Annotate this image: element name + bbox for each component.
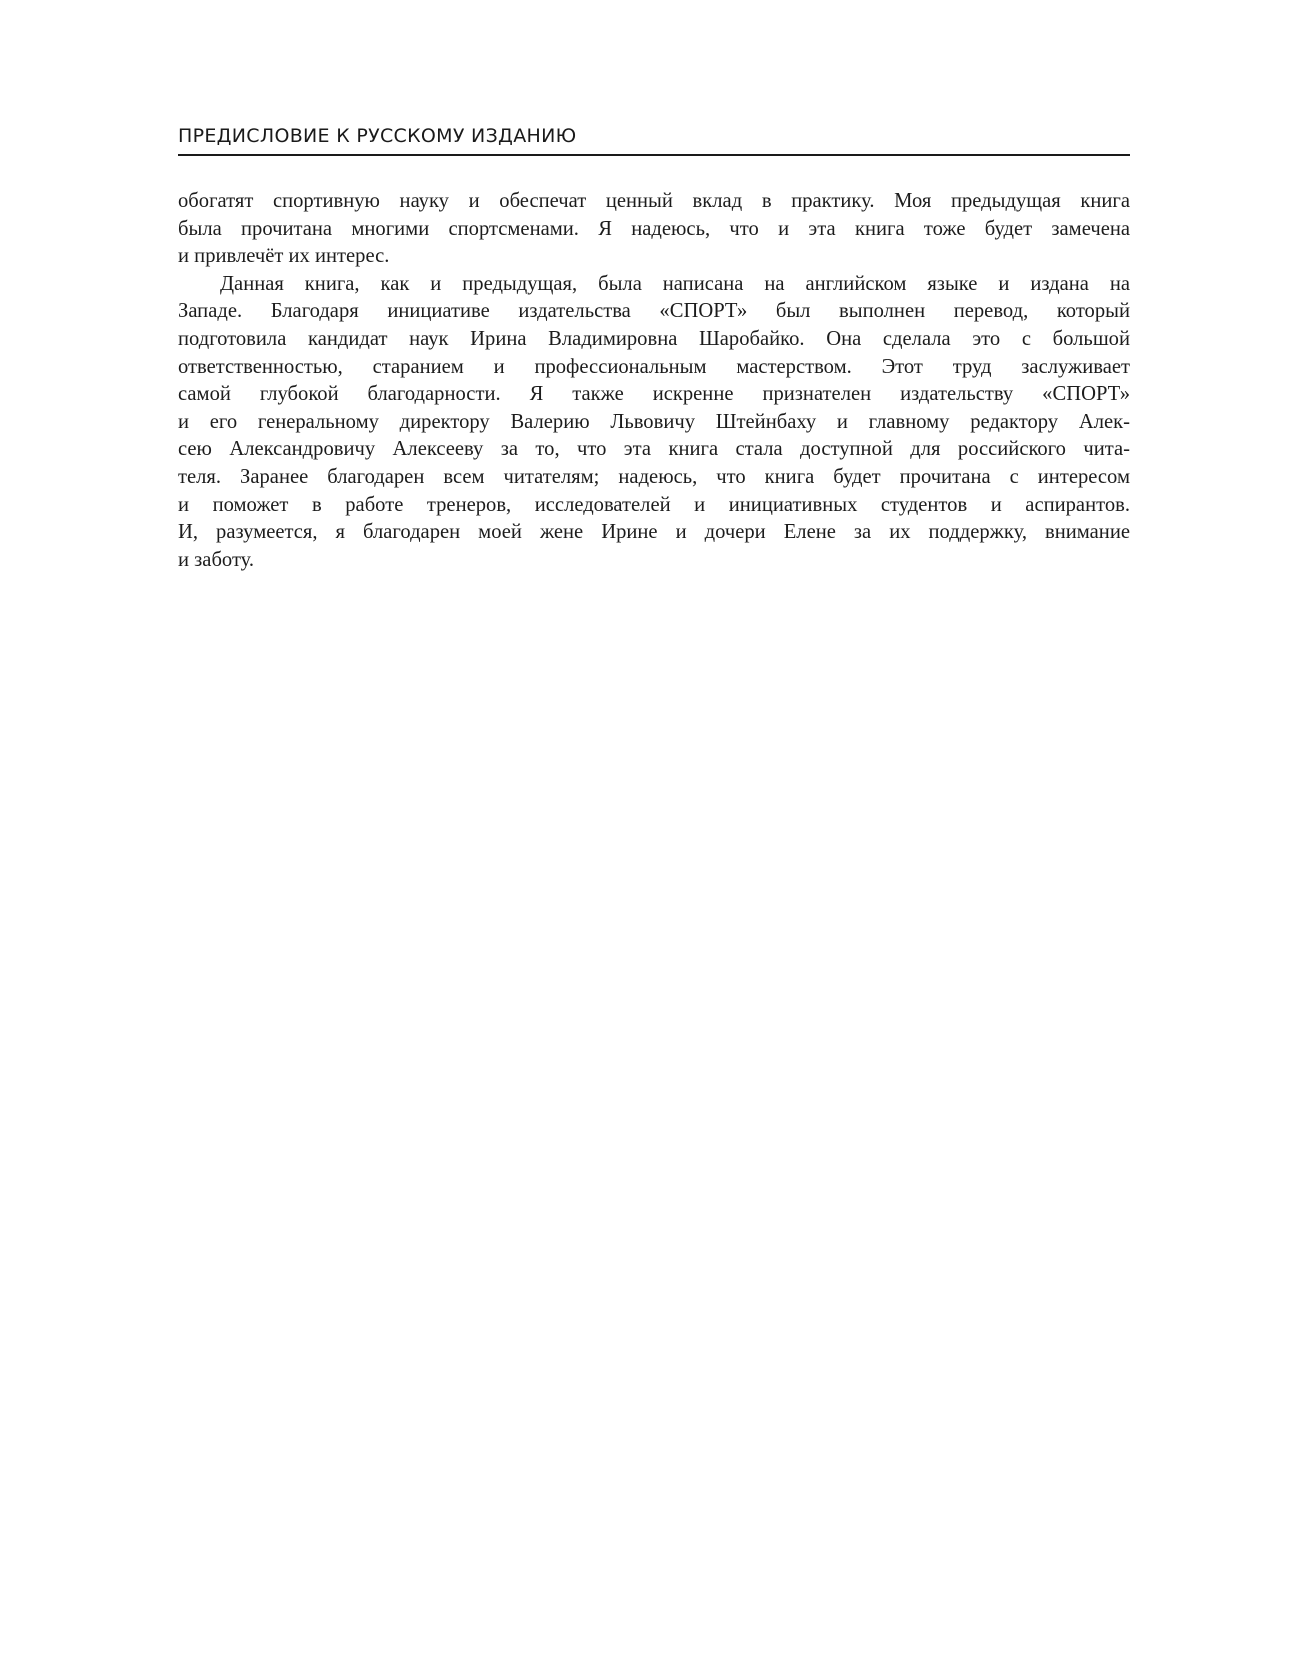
body-text <box>178 188 1130 574</box>
text-line: обогатят спортивную науку и обеспечат ценный вклад в практику. Моя предыдущая книга <box>178 190 1130 212</box>
text-line: Западе. Благодаря инициативе издательства «СПОРТ» был выполнен перевод, который <box>178 300 1130 323</box>
text-line: подготовила кандидат наук Ирина Владимировна Шаробайко. Она сделала это с большой <box>178 327 1130 350</box>
running-head-title: ПРЕДИСЛОВИЕ К РУССКОМУ ИЗДАНИЮ <box>178 125 577 147</box>
running-head <box>178 124 1130 156</box>
text-line: и заботу. <box>178 548 255 571</box>
text-line: теля. Заранее благодарен всем читателям; надеюсь, что книга будет прочитана с интересом <box>178 465 1130 488</box>
text-line: И, разумеется, я благодарен моей жене Ирине и дочери Елене за их поддержку, внимание <box>178 521 1130 544</box>
text-line: самой глубокой благодарности. Я также искренне признателен издательству «СПОРТ» <box>178 383 1130 406</box>
text-line: была прочитана многими спортсменами. Я надеюсь, что и эта книга тоже будет замечена <box>178 217 1130 240</box>
paragraph-2 <box>178 271 1130 575</box>
paragraph-1 <box>178 188 1130 271</box>
text-line: и привлечёт их интерес. <box>178 245 390 268</box>
text-line: ответственностью, старанием и профессиональным мастерством. Этот труд заслуживает <box>178 355 1130 378</box>
text-line: Данная книга, как и предыдущая, была написана на английском языке и издана на <box>220 272 1130 295</box>
text-line: и его генеральному директору Валерию Львовичу Штейнбаху и главному редактору Алек- <box>178 410 1130 433</box>
text-line: и поможет в работе тренеров, исследователей и инициативных студентов и аспирантов. <box>178 493 1130 516</box>
text-line: сею Александровичу Алексееву за то, что эта книга стала доступной для российского чита- <box>178 438 1130 461</box>
